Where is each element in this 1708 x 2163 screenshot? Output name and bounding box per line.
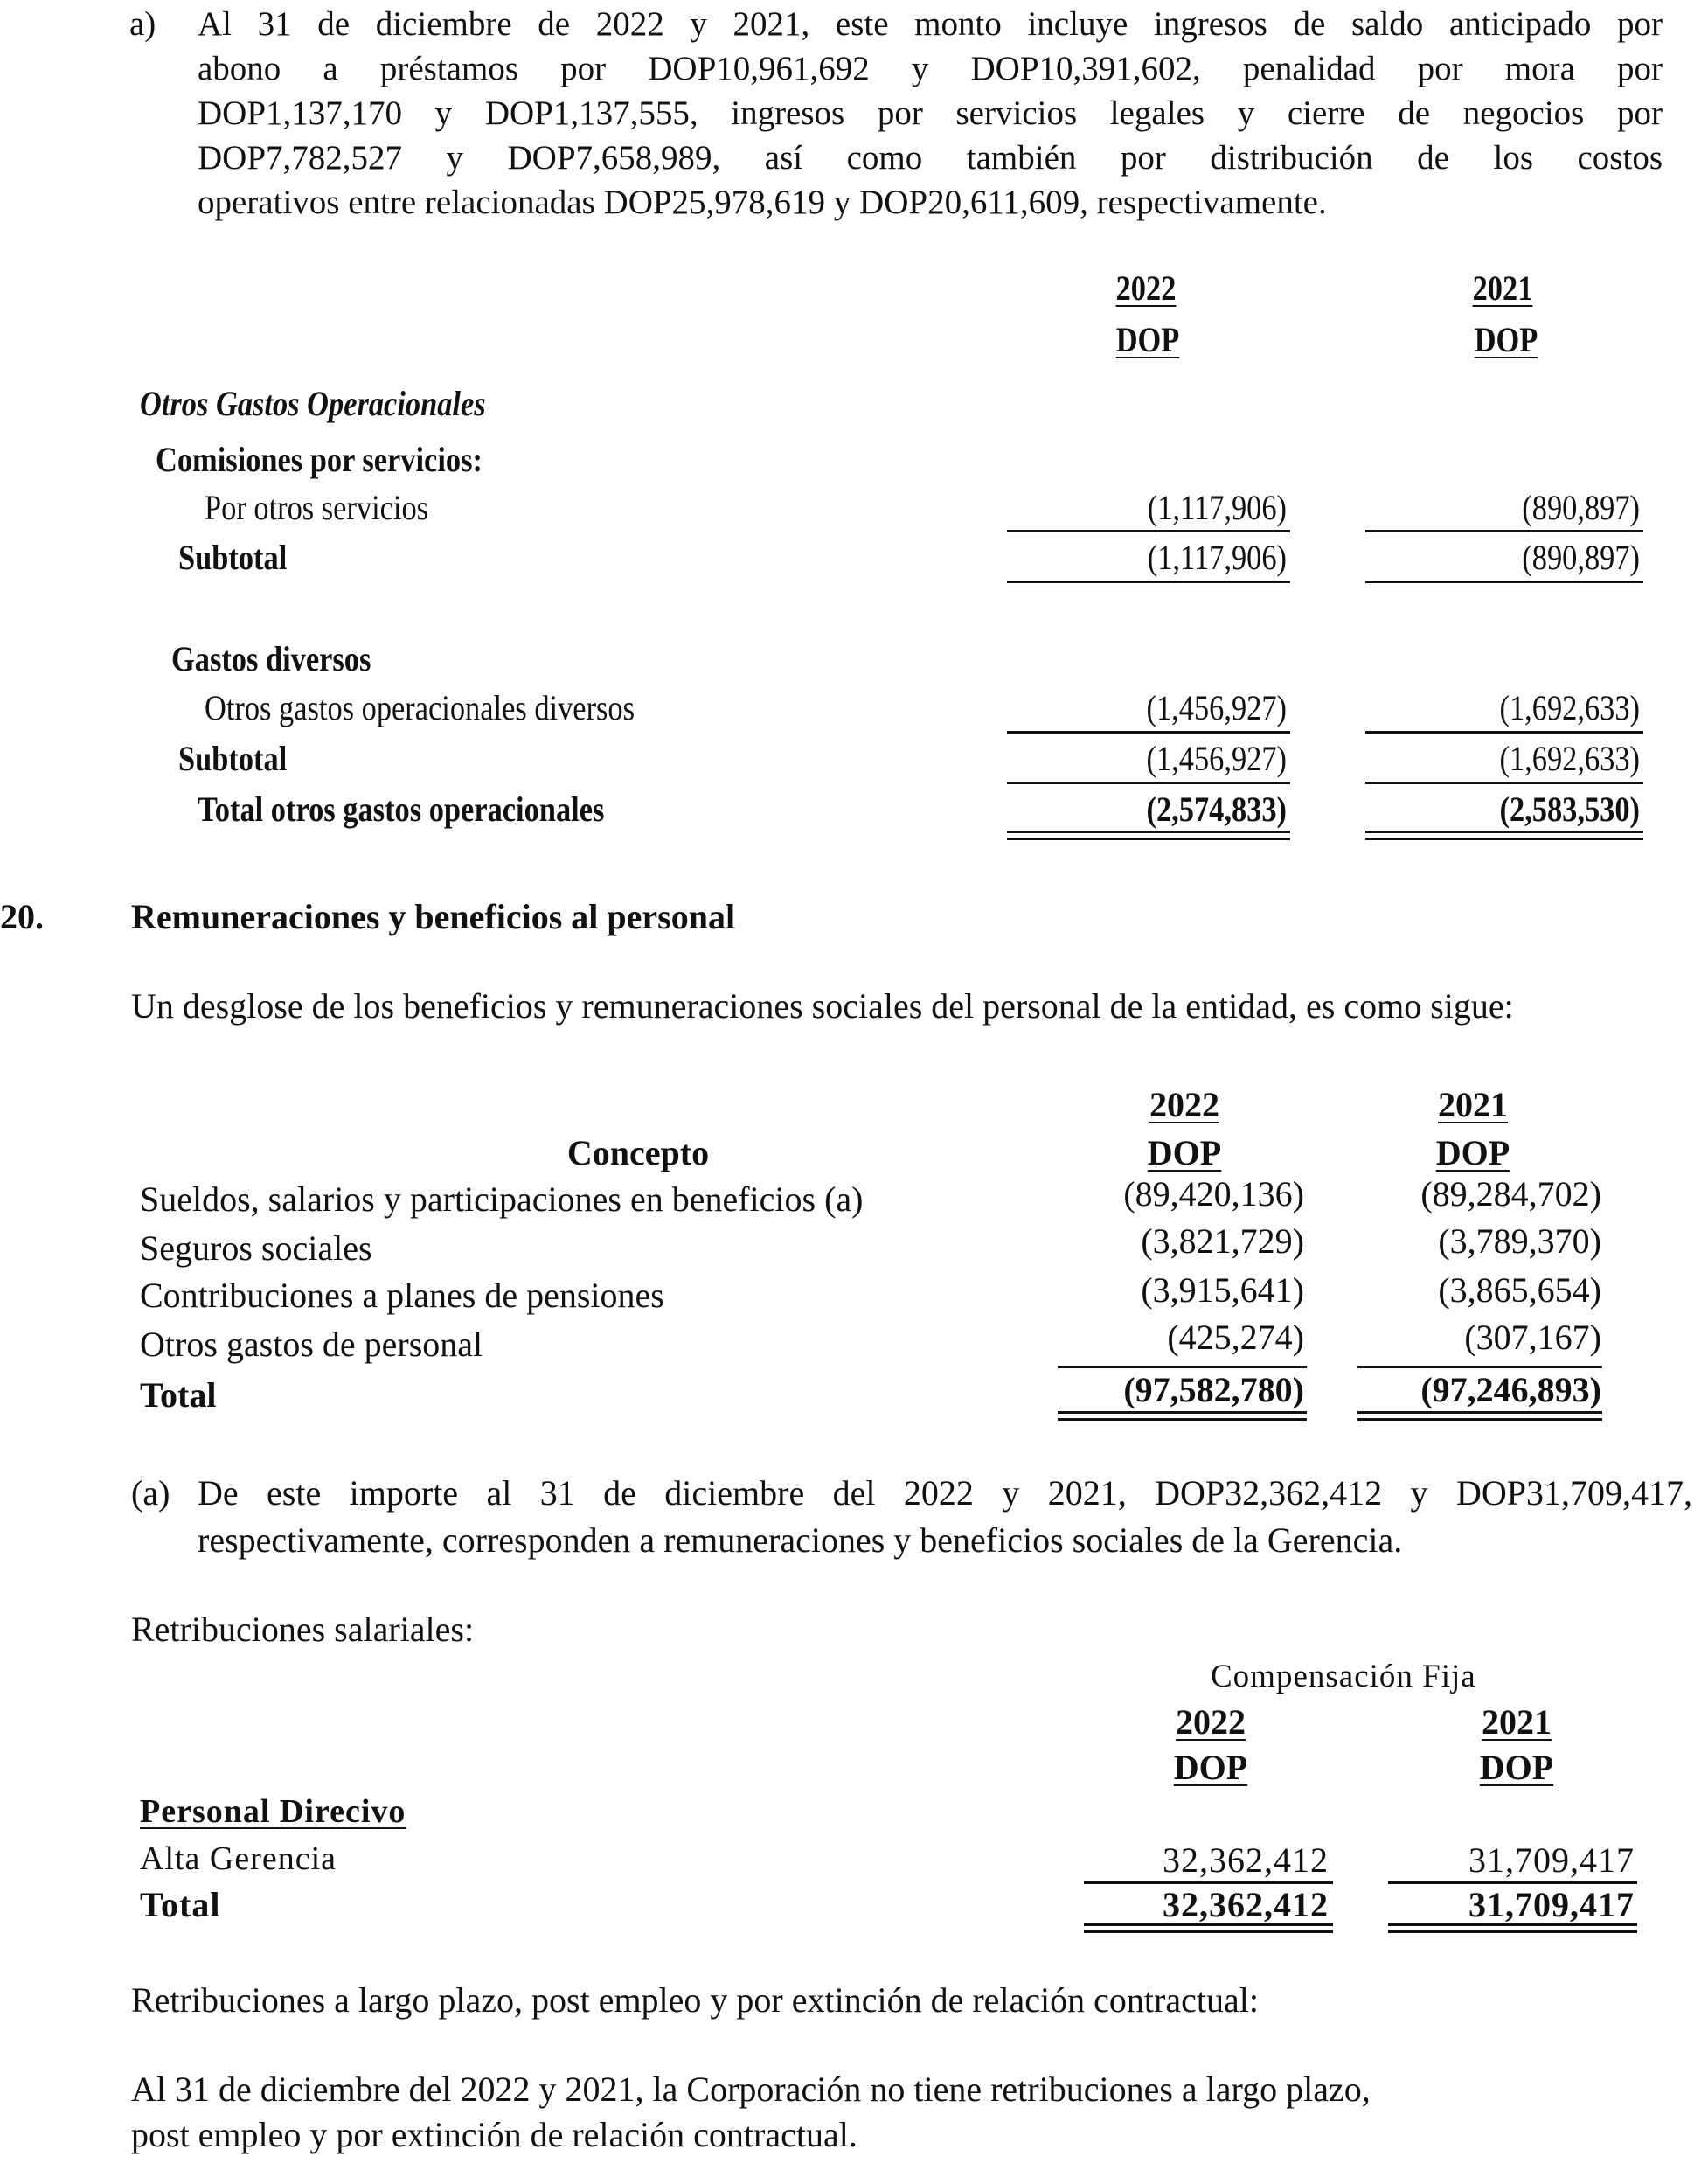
rule xyxy=(1365,530,1643,532)
rule xyxy=(1007,782,1290,784)
otros-diversos-2022: (1,456,927) xyxy=(1146,688,1287,727)
por-otros-label: Por otros servicios xyxy=(205,488,429,527)
rem-row-2021: (3,865,654) xyxy=(1438,1270,1601,1310)
rem-row-2022: (89,420,136) xyxy=(1123,1174,1304,1214)
double-rule xyxy=(1388,1923,1637,1933)
otros-currency-2022: DOP xyxy=(1115,320,1180,359)
note-a-paragraph xyxy=(198,2,1663,225)
ret-currency-2021: DOP xyxy=(1479,1748,1554,1787)
section-intro: Un desglose de los beneficios y remuneraciones sociales del personal de la entidad, es como sigue: xyxy=(131,986,1514,1026)
rem-col-2021: 2021 xyxy=(1438,1085,1508,1124)
total-otros-2021: (2,583,530) xyxy=(1499,789,1640,829)
note-a2-line1: De este importe al 31 de diciembre del 2022 y 2021, DOP32,362,412 y DOP31,709,417, xyxy=(198,1473,1692,1513)
rem-row-2022: (3,821,729) xyxy=(1141,1221,1304,1261)
compensacion-header: Compensación Fija xyxy=(1211,1659,1476,1694)
rem-row-label: Contribuciones a planes de pensiones xyxy=(140,1276,664,1315)
alta-gerencia-label: Alta Gerencia xyxy=(140,1840,337,1877)
concepto-header: Concepto xyxy=(566,1133,710,1172)
subtotal2-2021: (1,692,633) xyxy=(1499,739,1640,778)
rule xyxy=(1365,731,1643,734)
por-otros-2021: (890,897) xyxy=(1522,488,1640,527)
rem-col-2022: 2022 xyxy=(1149,1085,1219,1124)
rule xyxy=(1365,581,1643,583)
rem-row-2021: (307,167) xyxy=(1464,1318,1601,1357)
note-a-line: DOP1,137,170 y DOP1,137,555, ingresos por servicios legales y cierre de negocios por xyxy=(198,94,1663,132)
rem-row-2021: (89,284,702) xyxy=(1420,1174,1601,1214)
retribuciones-title: Retribuciones salariales: xyxy=(131,1610,475,1649)
double-rule xyxy=(1007,831,1290,840)
por-otros-2022: (1,117,906) xyxy=(1147,488,1287,527)
rem-total-label: Total xyxy=(140,1375,217,1415)
total-otros-label: Total otros gastos operacionales xyxy=(198,789,605,829)
rem-total-2021: (97,246,893) xyxy=(1420,1370,1601,1409)
subtotal1-label: Subtotal xyxy=(178,538,288,577)
otros-currency-2021: DOP xyxy=(1474,320,1538,359)
double-rule xyxy=(1084,1923,1333,1933)
rule xyxy=(1007,581,1290,583)
subtotal1-2022: (1,117,906) xyxy=(1147,538,1287,577)
note-a-line: DOP7,782,527 y DOP7,658,989, así como también por distribución de los costos xyxy=(198,139,1663,177)
section-number: 20. xyxy=(0,897,44,936)
section-title: Remuneraciones y beneficios al personal xyxy=(131,897,736,936)
subtotal2-label: Subtotal xyxy=(178,739,288,778)
note-a2-line2: respectivamente, corresponden a remuneraciones y beneficios sociales de la Gerencia. xyxy=(198,1520,1403,1560)
otros-diversos-2021: (1,692,633) xyxy=(1499,688,1640,727)
ret-total-2021: 31,709,417 xyxy=(1468,1885,1635,1924)
double-rule xyxy=(1365,831,1643,840)
subtotal2-2022: (1,456,927) xyxy=(1146,739,1287,778)
rem-row-2022: (425,274) xyxy=(1167,1318,1304,1357)
personal-directivo-label: Personal Direcivo xyxy=(140,1793,406,1830)
rem-currency-2021: DOP xyxy=(1435,1133,1510,1172)
rem-row-label: Sueldos, salarios y participaciones en beneficios (a) xyxy=(140,1179,864,1219)
double-rule xyxy=(1058,1411,1307,1421)
note-a2-marker: (a) xyxy=(131,1473,170,1513)
rem-currency-2022: DOP xyxy=(1147,1133,1222,1172)
rule xyxy=(1007,731,1290,734)
largo-plazo-title: Retribuciones a largo plazo, post empleo y por extinción de relación contractual: xyxy=(131,1980,1259,2020)
comisiones-label: Comisiones por servicios: xyxy=(156,440,483,479)
otros-col-2022: 2022 xyxy=(1115,268,1177,308)
rule xyxy=(1365,782,1643,784)
rule xyxy=(1357,1366,1602,1368)
rem-total-2022: (97,582,780) xyxy=(1123,1370,1304,1409)
rem-row-2021: (3,789,370) xyxy=(1438,1221,1601,1261)
note-a-line: abono a préstamos por DOP10,961,692 y DOP10,391,602, penalidad por mora por xyxy=(198,50,1663,87)
ret-currency-2022: DOP xyxy=(1173,1748,1248,1787)
ret-total-2022: 32,362,412 xyxy=(1163,1885,1329,1924)
otros-col-2021: 2021 xyxy=(1472,268,1533,308)
alta-gerencia-2021: 31,709,417 xyxy=(1468,1840,1635,1880)
double-rule xyxy=(1357,1411,1602,1421)
total-otros-2022: (2,574,833) xyxy=(1146,789,1287,829)
rule xyxy=(1058,1366,1307,1368)
ret-col-2022: 2022 xyxy=(1176,1702,1246,1742)
rem-row-2022: (3,915,641) xyxy=(1141,1270,1304,1310)
largo-plazo-line2: post empleo y por extinción de relación contractual. xyxy=(131,2115,857,2154)
rule xyxy=(1007,530,1290,532)
otros-heading: Otros Gastos Operacionales xyxy=(140,384,486,423)
note-a-marker: a) xyxy=(129,5,156,43)
ret-col-2021: 2021 xyxy=(1482,1702,1552,1742)
note-a-line: operativos entre relacionadas DOP25,978,619 y DOP20,611,609, respectivamente. xyxy=(198,184,1327,221)
diversos-label: Gastos diversos xyxy=(171,639,371,678)
ret-total-label: Total xyxy=(140,1885,221,1924)
rem-row-label: Otros gastos de personal xyxy=(140,1325,483,1364)
otros-diversos-label: Otros gastos operacionales diversos xyxy=(205,688,635,727)
subtotal1-2021: (890,897) xyxy=(1522,538,1640,577)
note-a-line: Al 31 de diciembre de 2022 y 2021, este monto incluye ingresos de saldo anticipado por xyxy=(198,5,1663,43)
largo-plazo-line1: Al 31 de diciembre del 2022 y 2021, la Corporación no tiene retribuciones a largo plazo, xyxy=(131,2069,1371,2109)
alta-gerencia-2022: 32,362,412 xyxy=(1163,1840,1329,1880)
rem-row-label: Seguros sociales xyxy=(140,1228,372,1268)
